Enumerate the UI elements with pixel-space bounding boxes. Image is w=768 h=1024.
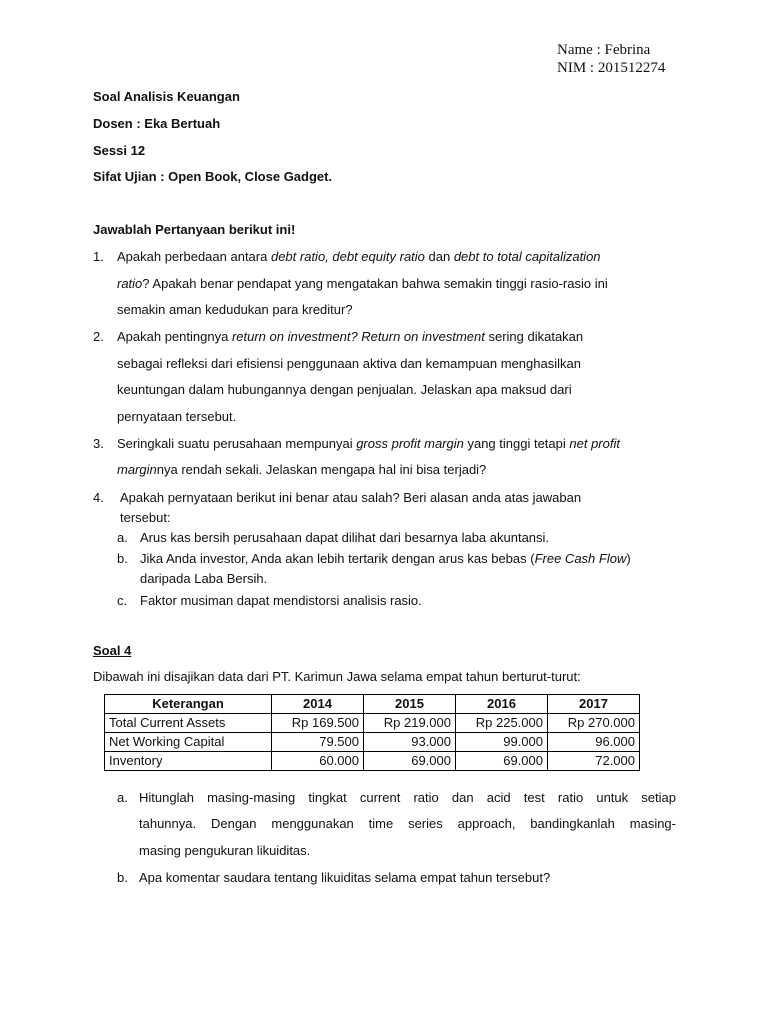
table-cell: Rp 169.500 [272,714,364,733]
financial-data-table [104,694,640,771]
column-header: 2015 [364,695,456,714]
question-line: pernyataan tersebut. [117,409,237,424]
student-name: Name : Febrina [557,42,651,58]
table-cell: Rp 270.000 [548,714,640,733]
question-number: 4. [93,490,104,505]
table-cell: 79.500 [272,733,364,752]
sub-item-text: daripada Laba Bersih. [140,571,268,586]
sub-item-text: masing pengukuran likuiditas. [139,843,311,858]
question-line: marginnya rendah sekali. Jelaskan mengapa hal ini bisa terjadi? [117,462,487,477]
sub-item-text: Jika Anda investor, Anda akan lebih tertarik dengan arus kas bebas (Free Cash Flow) [140,551,631,566]
column-header: Keterangan [105,695,272,714]
student-nim: NIM : 201512274 [557,60,666,76]
table-cell: 96.000 [548,733,640,752]
section-title: Soal 4 [93,643,132,658]
sub-item-text: tahunnya. Dengan menggunakan time series approach, bandingkanlah masing- [139,816,676,831]
question-line: tersebut: [120,510,171,525]
section-intro: Dibawah ini disajikan data dari PT. Karimun Jawa selama empat tahun berturut-turut: [93,669,581,684]
instruction: Jawablah Pertanyaan berikut ini! [93,222,296,237]
question-line: Apakah pernyataan berikut ini benar atau salah? Beri alasan anda atas jawaban [120,490,582,505]
sub-item-label: c. [117,593,128,608]
table-cell: 69.000 [364,752,456,771]
question-line: ratio? Apakah benar pendapat yang mengatakan bahwa semakin tinggi rasio-rasio ini [117,276,608,291]
column-header: 2014 [272,695,364,714]
sub-item-text: Hitunglah masing-masing tingkat current ratio dan acid test ratio untuk setiap [139,790,676,805]
sub-item-text: Apa komentar saudara tentang likuiditas selama empat tahun tersebut? [139,870,551,885]
course-title: Soal Analisis Keuangan [93,89,240,104]
table-header-row [105,695,640,714]
question-line: sebagai refleksi dari efisiensi penggunaan aktiva dan kemampuan menghasilkan [117,356,581,371]
sub-item-text: Faktor musiman dapat mendistorsi analisis rasio. [140,593,422,608]
table-cell: 60.000 [272,752,364,771]
question-line: Apakah pentingnya return on investment? Return on investment sering dikatakan [117,329,584,344]
table-cell: 69.000 [456,752,548,771]
question-number: 2. [93,329,104,344]
lecturer: Dosen : Eka Bertuah [93,116,221,131]
table-row [105,714,640,733]
table-cell: Net Working Capital [105,733,272,752]
table-row [105,752,640,771]
sub-item-text: Arus kas bersih perusahaan dapat dilihat dari besarnya laba akuntansi. [140,530,550,545]
table-cell: Total Current Assets [105,714,272,733]
column-header: 2017 [548,695,640,714]
table-cell: 93.000 [364,733,456,752]
sub-item-label: b. [117,551,128,566]
sub-item-label: a. [117,790,128,805]
question-line: Apakah perbedaan antara debt ratio, debt equity ratio dan debt to total capitalization [117,249,601,264]
table-cell: Rp 219.000 [364,714,456,733]
question-line: Seringkali suatu perusahaan mempunyai gross profit margin yang tinggi tetapi net profit [117,436,620,451]
session: Sessi 12 [93,143,146,158]
column-header: 2016 [456,695,548,714]
table-cell: 99.000 [456,733,548,752]
exam-type: Sifat Ujian : Open Book, Close Gadget. [93,169,333,184]
table-row [105,733,640,752]
table-cell: 72.000 [548,752,640,771]
question-line: keuntungan dalam hubungannya dengan penjualan. Jelaskan apa maksud dari [117,382,572,397]
table-cell: Rp 225.000 [456,714,548,733]
table-cell: Inventory [105,752,272,771]
sub-item-label: b. [117,870,128,885]
question-line: semakin aman kedudukan para kreditur? [117,302,353,317]
question-number: 3. [93,436,104,451]
sub-item-label: a. [117,530,128,545]
question-number: 1. [93,249,104,264]
